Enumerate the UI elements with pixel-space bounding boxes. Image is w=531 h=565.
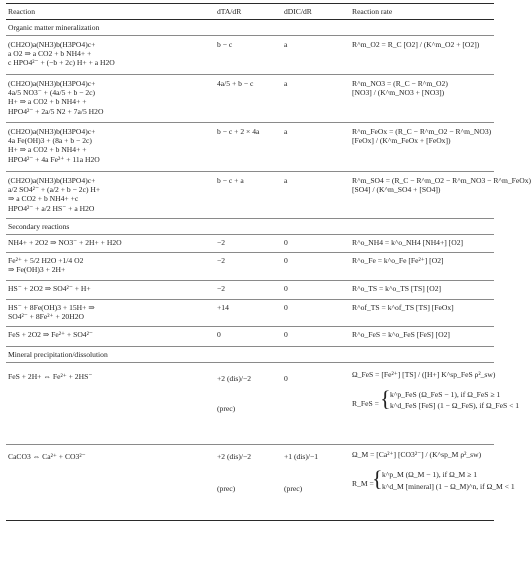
row-o2-reaction (8, 40, 115, 68)
section-organic: Organic matter mineralization (8, 23, 100, 32)
row-nh4-dta: −2 (217, 238, 226, 247)
header-ddic: dDIC/dR (284, 7, 312, 16)
row-hs-reaction: HS⁻ + 2O2 ⇒ SO4²⁻ + H+ (8, 284, 91, 293)
row-rule (6, 171, 494, 172)
row-hsfe-reaction-line: HS⁻ + 8Fe(OH)3 + 15H+ ⇒ (8, 303, 95, 312)
section-mineral: Mineral precipitation/dissolution (8, 350, 108, 359)
row-nh4-rate: R^o_NH4 = k^o_NH4 [NH4+] [O2] (352, 238, 464, 247)
row-fesdis-dta: +2 (dis)/−2 (217, 374, 252, 383)
row-rule (6, 444, 494, 445)
row-fes-rate: R^o_FeS = k^o_FeS [FeS] [O2] (352, 330, 450, 339)
row-hsfe-ddic: 0 (284, 303, 288, 312)
row-o2-dta: b − c (217, 40, 233, 49)
row-no3-ddic: a (284, 79, 288, 88)
row-hsfe-rate: R^of_TS = k^of_TS [TS] [FeOx] (352, 303, 454, 312)
row-feox-reaction-line: H+ ⇒ a CO2 + b NH4+ + (8, 145, 87, 155)
row-fesdis-omega: Ω_FeS = [Fe²⁺] [TS] / ([H+] K^sp_FeS ρ²_sw) (352, 370, 496, 379)
row-no3-rate (352, 79, 448, 97)
row-fes-dta: 0 (217, 330, 221, 339)
row-rule (6, 346, 494, 347)
brace-icon: { (372, 466, 383, 491)
row-feox-reaction (8, 127, 100, 164)
row-no3-reaction-line: HPO4²⁻ + 2a/5 N2 + 7a/5 H2O (8, 106, 104, 116)
row-so4-ddic: a (284, 176, 288, 185)
row-fesdis-ddic: 0 (284, 374, 288, 383)
table-bottom-rule (6, 520, 494, 521)
row-caco3-ddic: +1 (dis)/−1 (284, 452, 319, 461)
row-fe-reaction (8, 256, 83, 274)
row-rule (6, 299, 494, 300)
row-hsfe-dta: +14 (217, 303, 229, 312)
row-o2-reaction-line: a O2 ⇒ a CO2 + b NH4+ + (8, 49, 92, 59)
row-feox-rate-line: R^m_FeOx = (R_C − R^m_O2 − R^m_NO3) (352, 127, 492, 136)
row-so4-rate-line: R^m_SO4 = (R_C − R^m_O2 − R^m_NO3 − R^m_FeOx) (352, 176, 531, 185)
row-fe-reaction-line: ⇒ Fe(OH)3 + 2H+ (8, 265, 66, 275)
row-fesdis-reaction: FeS + 2H+ ⇔ Fe²⁺ + 2HS⁻ (8, 372, 93, 381)
row-fes-reaction: FeS + 2O2 ⇒ Fe²⁺ + SO4²⁻ (8, 330, 93, 339)
row-o2-rate: R^m_O2 = R_C [O2] / (K^m_O2 + [O2]) (352, 40, 480, 49)
row-so4-rate (352, 176, 531, 194)
row-fesdis-case2: k^d_FeS [FeS] (1 − Ω_FeS), if Ω_FeS < 1 (390, 401, 520, 410)
row-caco3-rate-label: R_M = (352, 479, 374, 488)
section-rule (6, 362, 494, 363)
row-caco3-omega: Ω_M = [Ca²⁺] [CO3²⁻] / (K^sp_M ρ²_sw) (352, 450, 482, 459)
row-feox-reaction-line: HPO4²⁻ + 4a Fe²⁺ + 11a H2O (8, 154, 100, 164)
section-rule (6, 234, 494, 235)
row-fesdis-case1: k^p_FeS (Ω_FeS − 1), if Ω_FeS ≥ 1 (390, 390, 501, 399)
row-caco3-ddic-prec: (prec) (284, 484, 303, 493)
table-top-rule (6, 3, 494, 4)
row-caco3-dta-prec: (prec) (217, 484, 236, 493)
row-no3-reaction-line: H+ ⇒ a CO2 + b NH4+ + (8, 97, 87, 107)
row-no3-rate-line: R^m_NO3 = (R_C − R^m_O2) (352, 79, 448, 88)
row-feox-rate (352, 127, 491, 145)
row-no3-reaction-line: 4a/5 NO3⁻ + (4a/5 + b − 2c) (8, 88, 96, 98)
row-fe-dta: −2 (217, 256, 226, 265)
row-rule (6, 252, 494, 253)
row-so4-reaction-line: ⇒ a CO2 + b NH4+ +c (8, 194, 79, 204)
section-secondary: Secondary reactions (8, 222, 70, 231)
row-hs-dta: −2 (217, 284, 226, 293)
row-feox-ddic: a (284, 127, 288, 136)
row-nh4-reaction: NH4+ + 2O2 ⇒ NO3⁻ + 2H+ + H2O (8, 238, 122, 247)
row-fe-reaction-line: Fe²⁺ + 5/2 H2O +1/4 O2 (8, 256, 84, 265)
row-rule (6, 122, 494, 123)
row-o2-ddic: a (284, 40, 288, 49)
brace-icon: { (380, 386, 391, 411)
row-o2-reaction-line: c HPO4²⁻ + (−b + 2c) H+ + a H2O (8, 58, 115, 68)
row-rule (6, 74, 494, 75)
row-rule (6, 218, 494, 219)
row-no3-dta: 4a/5 + b − c (217, 79, 254, 88)
row-feox-reaction-line: 4a Fe(OH)3 + (8a + b − 2c) (8, 136, 92, 146)
header-reaction: Reaction (8, 7, 35, 16)
row-o2-reaction-line: (CH2O)a(NH3)b(H3PO4)c+ (8, 40, 96, 49)
row-fe-ddic: 0 (284, 256, 288, 265)
header-rule (6, 19, 494, 20)
row-no3-rate-line: [NO3] / (K^m_NO3 + [NO3]) (352, 88, 445, 98)
section-rule (6, 35, 494, 36)
row-fesdis-dta-prec: (prec) (217, 404, 236, 413)
row-so4-reaction-line: (CH2O)a(NH3)b(H3PO4)c+ (8, 176, 96, 185)
row-fe-rate: R^o_Fe = k^o_Fe [Fe²⁺] [O2] (352, 256, 444, 265)
row-rule (6, 280, 494, 281)
row-so4-reaction-line: HPO4²⁻ + a/2 HS⁻ + a H2O (8, 203, 95, 213)
row-so4-rate-line: [SO4] / (K^m_SO4 + [SO4]) (352, 185, 441, 195)
header-rate: Reaction rate (352, 7, 393, 16)
row-nh4-ddic: 0 (284, 238, 288, 247)
row-hsfe-reaction-line: SO4²⁻ + 8Fe²⁺ + 20H2O (8, 312, 84, 322)
row-so4-reaction-line: a/2 SO4²⁻ + (a/2 + b − 2c) H+ (8, 185, 101, 195)
row-fes-ddic: 0 (284, 330, 288, 339)
row-feox-reaction-line: (CH2O)a(NH3)b(H3PO4)c+ (8, 127, 96, 136)
row-no3-reaction (8, 79, 103, 116)
row-feox-rate-line: [FeOx] / (K^m_FeOx + [FeOx]) (352, 136, 451, 146)
row-caco3-dta: +2 (dis)/−2 (217, 452, 252, 461)
row-hs-rate: R^o_TS = k^o_TS [TS] [O2] (352, 284, 442, 293)
header-dta: dTA/dR (217, 7, 242, 16)
row-so4-dta: b − c + a (217, 176, 244, 185)
row-caco3-reaction: CaCO3 ⇔ Ca²⁺ + CO3²⁻ (8, 452, 86, 461)
row-so4-reaction (8, 176, 100, 213)
row-hs-ddic: 0 (284, 284, 288, 293)
row-no3-reaction-line: (CH2O)a(NH3)b(H3PO4)c+ (8, 79, 96, 88)
row-hsfe-reaction (8, 303, 95, 321)
row-caco3-case2: k^d_M [mineral] (1 − Ω_M)^n, if Ω_M < 1 (382, 482, 515, 491)
row-rule (6, 326, 494, 327)
row-fesdis-rate-label: R_FeS = (352, 399, 379, 408)
row-feox-dta: b − c + 2 × 4a (217, 127, 260, 136)
row-caco3-case1: k^p_M (Ω_M − 1), if Ω_M ≥ 1 (382, 470, 478, 479)
